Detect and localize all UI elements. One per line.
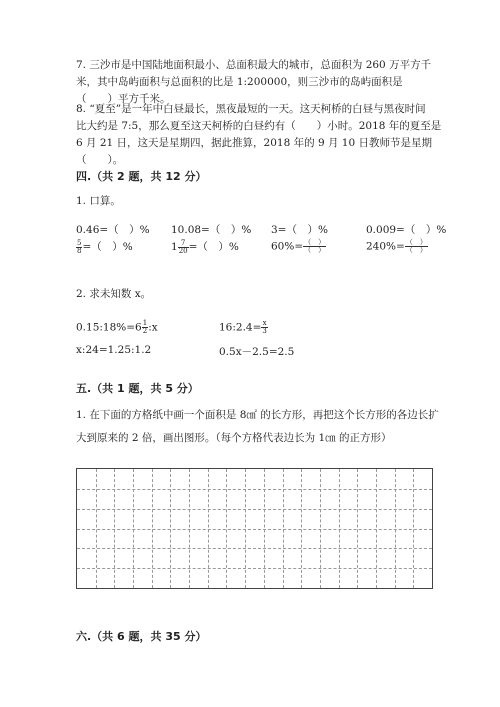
oral-calc-2a-rest: =（ ）% (82, 241, 133, 253)
problem-8-line-2: 比大约是 7:5，那么夏至这天柯桥的白昼约有（ ）小时。2018 年的夏至是 (76, 120, 442, 132)
grid-line-horizontal (77, 509, 432, 510)
fraction-denominator: （ ） (405, 246, 427, 254)
oral-calc-2b (171, 239, 239, 255)
fraction (261, 320, 267, 335)
section-6-heading: 六.（共 6 题，共 35 分） (76, 630, 207, 643)
oral-calc-2d (366, 239, 428, 254)
fraction-numerator: 1 (142, 319, 148, 327)
problem-8-line-3: 6 月 21 日，这天是星期四，据此推算，2018 年的 9 月 10 日教师节是星期 (76, 137, 433, 149)
problem-7-line-2: 米，其中岛屿面积与总面积的比是 1:200000，则三沙市的岛屿面积是 (76, 76, 403, 88)
oral-calc-1b: 10.08=（ ）% (171, 224, 252, 236)
problem-8-line-4: （ ）。 (76, 154, 124, 166)
fraction (405, 239, 428, 254)
problem-7-line-1: 7. 三沙市是中国陆地面积最小、总面积最大的城市，总面积为 260 万平方千 (76, 59, 432, 71)
section-4-heading: 四.（共 2 题，共 12 分） (76, 170, 207, 183)
section-5-question-1-line-2: 大到原来的 2 倍，画出图形。（每个方格代表边长为 1㎝ 的正方形） (76, 432, 392, 444)
fraction-numerator: 5 (77, 238, 82, 247)
equation-4: 0.5x－2.5=2.5 (219, 346, 295, 358)
fraction-denominator: 2 (142, 327, 148, 335)
equation-1-left: 0.15:18%=6 (76, 321, 142, 334)
problem-7-line-3: （ ）平方千米。 (76, 93, 171, 105)
equation-2 (219, 320, 268, 335)
oral-calc-2d-left: 240%= (366, 240, 405, 253)
oral-calc-2b-rest: =（ ）% (188, 241, 239, 253)
problem-8-line-1: 8. “夏至”是一年中白昼最长，黑夜最短的一天。这天柯桥的白昼与黑夜时间 (76, 103, 426, 115)
fraction (303, 239, 326, 254)
section-5-heading: 五.（共 1 题，共 5 分） (76, 382, 199, 395)
grid-paper[interactable] (76, 468, 433, 589)
grid-line-horizontal (77, 489, 432, 490)
fraction-numerator: x (262, 319, 267, 327)
oral-calc-2c (271, 239, 326, 254)
oral-calc-2c-left: 60%= (271, 240, 304, 253)
fraction-numerator: （ ） (405, 238, 427, 246)
equation-1 (76, 320, 158, 335)
fraction (178, 240, 189, 255)
fraction-numerator: （ ） (304, 238, 326, 246)
fraction-denominator: 8 (77, 246, 82, 255)
mixed-number-whole: 1 (171, 241, 178, 253)
equation-1-right: :x (148, 321, 158, 334)
equation-2-left: 16:2.4= (219, 321, 262, 334)
oral-calc-1a: 0.46=（ ）% (76, 224, 150, 236)
fraction-denominator: （ ） (304, 246, 326, 254)
oral-calc-2a (76, 239, 133, 255)
fraction-denominator: 20 (178, 246, 188, 255)
section-5-question-1-line-1: 1. 在下面的方格纸中画一个面积是 8㎠ 的长方形，再把这个长方形的各边长扩 (76, 409, 439, 421)
oral-calc-1c: 3=（ ）% (271, 224, 328, 236)
fraction-numerator: 7 (178, 240, 189, 248)
grid-line-horizontal (77, 548, 432, 549)
section-4-question-1-title: 1. 口算。 (76, 195, 121, 207)
oral-calc-1d: 0.009=（ ）% (366, 224, 447, 236)
fraction-denominator: 3 (262, 327, 267, 335)
grid-line-horizontal (77, 529, 432, 530)
section-4-question-2-title: 2. 求未知数 x。 (76, 288, 152, 300)
equation-3: x:24=1.25:1.2 (76, 344, 152, 356)
grid-line-horizontal (77, 568, 432, 569)
